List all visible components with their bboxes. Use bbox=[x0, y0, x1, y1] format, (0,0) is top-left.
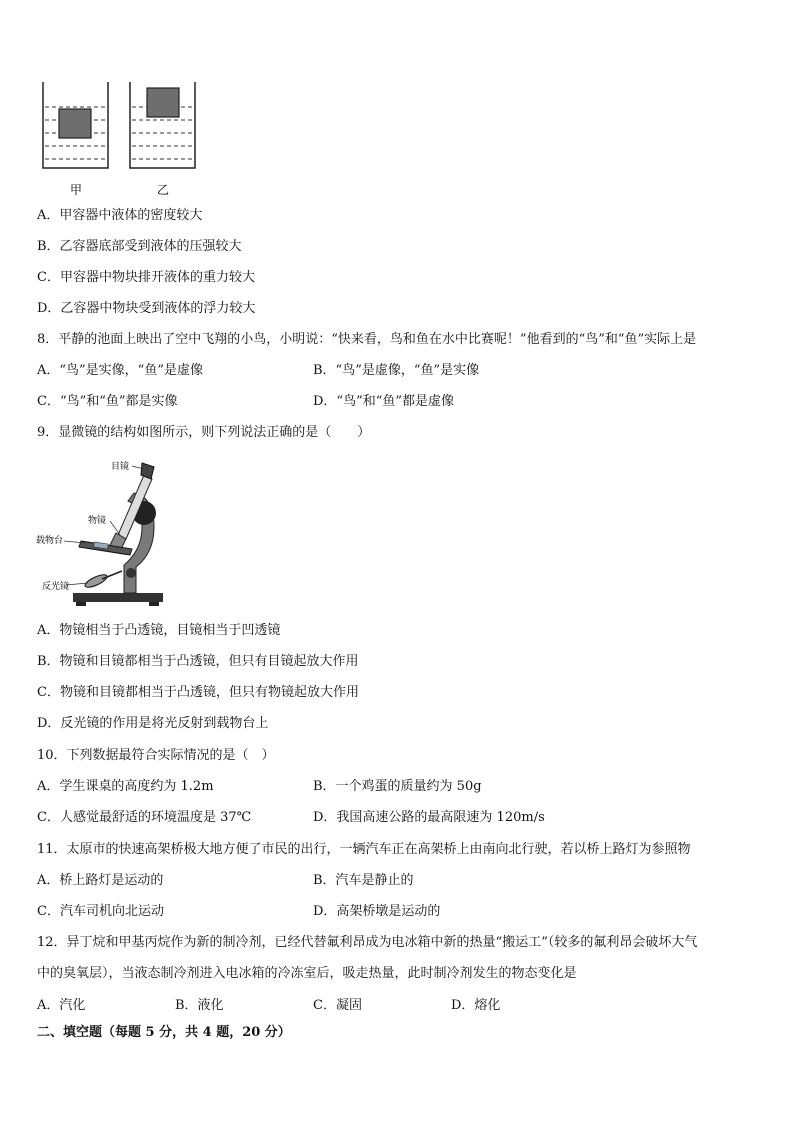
block-left bbox=[59, 109, 91, 138]
label-objective: 物镜 bbox=[88, 516, 107, 526]
q7-option-a: A．甲容器中液体的密度较大 bbox=[37, 208, 203, 223]
label-stage: 载物台 bbox=[36, 536, 64, 546]
q11-option-d: D．高架桥墩是运动的 bbox=[313, 904, 441, 919]
q9-option-a: A．物镜相当于凸透镜，目镜相当于凹透镜 bbox=[37, 623, 281, 638]
q8-option-a: A．“鸟”是实像，“鱼”是虚像 bbox=[37, 363, 203, 378]
q9-option-c: C．物镜和目镜都相当于凸透镜，但只有物镜起放大作用 bbox=[37, 685, 359, 700]
label-eyepiece: 目镜 bbox=[111, 462, 130, 472]
containers-figure bbox=[38, 80, 208, 200]
q12-option-a: A．汽化 bbox=[37, 998, 86, 1013]
q11-option-b: B．汽车是静止的 bbox=[313, 873, 414, 888]
q8-option-c: C．“鸟”和“鱼”都是实像 bbox=[37, 394, 178, 409]
q9-stem: 9．显微镜的结构如图所示，则下列说法正确的是（ ） bbox=[37, 425, 371, 440]
q11-option-a: A．桥上路灯是运动的 bbox=[37, 873, 164, 888]
q9-option-d: D．反光镜的作用是将光反射到载物台上 bbox=[37, 716, 269, 731]
block-right bbox=[147, 88, 179, 117]
q10-option-d: D．我国高速公路的最高限速为 120m/s bbox=[313, 810, 545, 825]
q12-option-c: C．凝固 bbox=[313, 998, 362, 1013]
q11-option-c: C．汽车司机向北运动 bbox=[37, 904, 164, 919]
microscope-figure bbox=[36, 455, 176, 610]
q8-option-d: D．“鸟”和“鱼”都是虚像 bbox=[313, 394, 455, 409]
q7-option-b: B．乙容器底部受到液体的压强较大 bbox=[37, 239, 242, 254]
q10-option-b: B．一个鸡蛋的质量约为 50g bbox=[313, 779, 482, 794]
label-yi: 乙 bbox=[157, 183, 170, 197]
q7-option-d: D．乙容器中物块受到液体的浮力较大 bbox=[37, 301, 256, 316]
section-title: 二、填空题（每题 5 分，共 4 题，20 分） bbox=[37, 1025, 291, 1040]
q10-stem: 10．下列数据最符合实际情况的是（ ） bbox=[37, 748, 275, 763]
q8-stem: 8．平静的池面上映出了空中飞翔的小鸟，小明说：“快来看，鸟和鱼在水中比赛呢！”他看到的“鸟”和“鱼”实际上是 bbox=[37, 332, 697, 347]
q12-stem-line1: 12．异丁烷和甲基丙烷作为新的制冷剂，已经代替氟利昂成为电冰箱中新的热量“搬运工”（较多的氟利昂会破坏大气 bbox=[37, 935, 698, 950]
q10-option-a: A．学生课桌的高度约为 1.2m bbox=[37, 779, 214, 794]
q12-option-b: B．液化 bbox=[175, 998, 224, 1013]
q12-stem-line2: 中的臭氧层），当液态制冷剂进入电冰箱的冷冻室后，吸走热量，此时制冷剂发生的物态变化是 bbox=[37, 966, 577, 981]
q8-option-b: B．“鸟”是虚像，“鱼”是实像 bbox=[313, 363, 480, 378]
q9-option-b: B．物镜和目镜都相当于凸透镜，但只有目镜起放大作用 bbox=[37, 654, 359, 669]
q7-option-c: C．甲容器中物块排开液体的重力较大 bbox=[37, 270, 255, 285]
label-jia: 甲 bbox=[70, 183, 83, 197]
q12-option-d: D．熔化 bbox=[451, 998, 501, 1013]
q11-stem: 11．太原市的快速高架桥极大地方便了市民的出行，一辆汽车正在高架桥上由南向北行驶，若以桥上路灯为参照物 bbox=[37, 842, 691, 857]
q10-option-c: C．人感觉最舒适的环境温度是 37℃ bbox=[37, 810, 252, 825]
label-mirror: 反光镜 bbox=[42, 582, 70, 592]
